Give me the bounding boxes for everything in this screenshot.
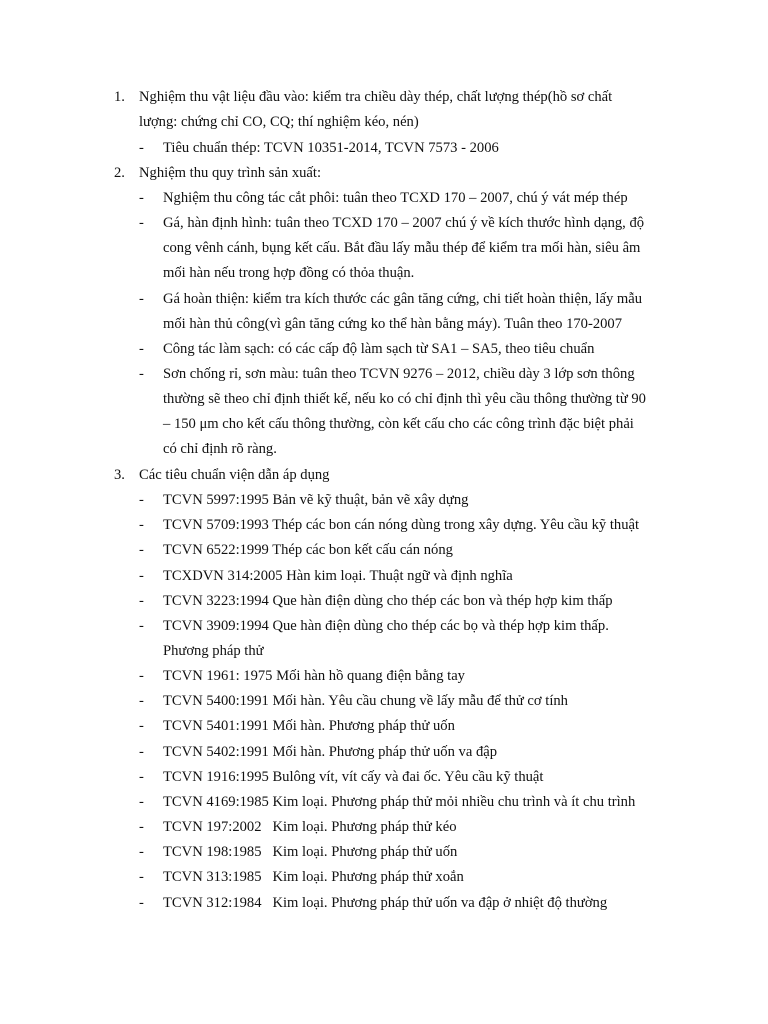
standard-item: TCVN 5400:1991 Mối hàn. Yêu cầu chung về lấy mẫu để thử cơ tính xyxy=(163,693,568,709)
section-title-line: Nghiệm thu vật liệu đầu vào: kiểm tra chiều dày thép, chất lượng thép(hồ sơ chất xyxy=(139,89,613,105)
bullet-dash: - xyxy=(139,542,144,558)
section-title-line: Nghiệm thu quy trình sản xuất: xyxy=(139,165,321,181)
list-number: 1. xyxy=(114,89,125,105)
standard-item: TCVN 3223:1994 Que hàn điện dùng cho thép các bon và thép hợp kim thấp xyxy=(163,593,613,609)
bullet-dash: - xyxy=(139,492,144,508)
bullet-text: – 150 μm cho kết cấu thông thường, còn kết cấu cho các công trình đặc biệt phải xyxy=(163,416,634,432)
bullet-dash: - xyxy=(139,618,144,634)
bullet-dash: - xyxy=(139,190,144,206)
bullet-dash: - xyxy=(139,844,144,860)
bullet-text: Nghiệm thu công tác cắt phôi: tuân theo TCXD 170 – 2007, chú ý vát mép thép xyxy=(163,190,628,206)
bullet-dash: - xyxy=(139,341,144,357)
bullet-dash: - xyxy=(139,568,144,584)
bullet-dash: - xyxy=(139,291,144,307)
bullet-dash: - xyxy=(139,769,144,785)
standard-item: TCVN 312:1984 Kim loại. Phương pháp thử uốn va đập ở nhiệt độ thường xyxy=(163,895,608,911)
standard-item: TCVN 198:1985 Kim loại. Phương pháp thử uốn xyxy=(163,844,458,860)
bullet-text: cong vênh cánh, bụng kết cấu. Bắt đầu lấy mẫu thép để kiểm tra mối hàn, siêu âm xyxy=(163,240,641,256)
bullet-dash: - xyxy=(139,895,144,911)
bullet-dash: - xyxy=(139,693,144,709)
bullet-dash: - xyxy=(139,668,144,684)
bullet-text: Tiêu chuẩn thép: TCVN 10351-2014, TCVN 7573 - 2006 xyxy=(163,140,499,156)
bullet-dash: - xyxy=(139,744,144,760)
standard-item: TCVN 5401:1991 Mối hàn. Phương pháp thử uốn xyxy=(163,718,455,734)
bullet-text: Gá, hàn định hình: tuân theo TCXD 170 – 2007 chú ý về kích thước hình dạng, độ xyxy=(163,215,645,231)
bullet-dash: - xyxy=(139,517,144,533)
bullet-dash: - xyxy=(139,794,144,810)
standard-item: Phương pháp thử xyxy=(163,643,264,659)
bullet-dash: - xyxy=(139,140,144,156)
bullet-dash: - xyxy=(139,593,144,609)
standard-item: TCVN 313:1985 Kim loại. Phương pháp thử xoắn xyxy=(163,869,464,885)
bullet-text: Sơn chống rỉ, sơn màu: tuân theo TCVN 9276 – 2012, chiều dày 3 lớp sơn thông xyxy=(163,366,635,382)
standard-item: TCVN 1961: 1975 Mối hàn hồ quang điện bằng tay xyxy=(163,668,465,684)
bullet-text: mối hàn thủ công(vì gân tăng cứng ko thể hàn bằng máy). Tuân theo 170-2007 xyxy=(163,316,623,332)
standard-item: TCVN 4169:1985 Kim loại. Phương pháp thử mỏi nhiều chu trình và ít chu trình xyxy=(163,794,636,810)
bullet-dash: - xyxy=(139,366,144,382)
bullet-text: mối hàn nếu trong hợp đồng có thỏa thuận. xyxy=(163,265,415,281)
standard-item: TCVN 6522:1999 Thép các bon kết cấu cán nóng xyxy=(163,542,453,558)
standard-item: TCVN 197:2002 Kim loại. Phương pháp thử kéo xyxy=(163,819,457,835)
section-title-line: lượng: chứng chỉ CO, CQ; thí nghiệm kéo, nén) xyxy=(139,114,419,130)
list-number: 2. xyxy=(114,165,125,181)
list-number: 3. xyxy=(114,467,125,483)
bullet-dash: - xyxy=(139,869,144,885)
bullet-dash: - xyxy=(139,819,144,835)
bullet-dash: - xyxy=(139,718,144,734)
standard-item: TCXDVN 314:2005 Hàn kim loại. Thuật ngữ và định nghĩa xyxy=(163,568,513,584)
standard-item: TCVN 3909:1994 Que hàn điện dùng cho thép các bọ và thép hợp kim thấp. xyxy=(163,618,609,634)
standard-item: TCVN 5402:1991 Mối hàn. Phương pháp thử uốn va đập xyxy=(163,744,498,760)
bullet-text: Gá hoàn thiện: kiểm tra kích thước các gân tăng cứng, chi tiết hoàn thiện, lấy mẫu xyxy=(163,291,643,307)
standard-item: TCVN 1916:1995 Bulông vít, vít cấy và đai ốc. Yêu cầu kỹ thuật xyxy=(163,769,544,785)
standard-item: TCVN 5709:1993 Thép các bon cán nóng dùng trong xây dựng. Yêu cầu kỹ thuật xyxy=(163,517,640,533)
bullet-dash: - xyxy=(139,215,144,231)
bullet-text: có chỉ định rõ ràng. xyxy=(163,441,277,457)
standard-item: TCVN 5997:1995 Bản vẽ kỹ thuật, bản vẽ xây dựng xyxy=(163,492,469,508)
section-title-line: Các tiêu chuẩn viện dẫn áp dụng xyxy=(139,467,330,483)
bullet-text: thường sẽ theo chỉ định thiết kế, nếu ko có chỉ định thì yêu cầu thông thường từ 90 xyxy=(163,391,646,407)
bullet-text: Công tác làm sạch: có các cấp độ làm sạch từ SA1 – SA5, theo tiêu chuẩn xyxy=(163,341,595,357)
